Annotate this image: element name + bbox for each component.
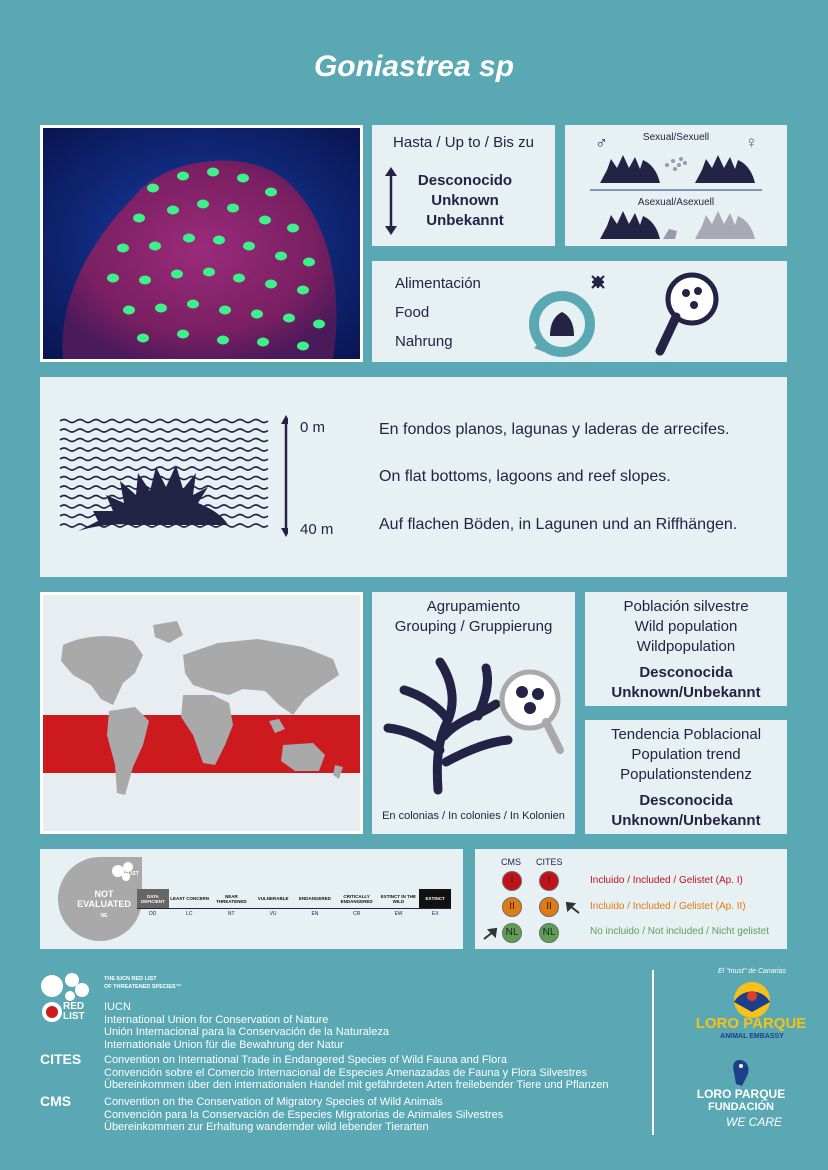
cms-line-de: Übereinkommen zur Erhaltung wandernder wild lebender Tierarten [104, 1121, 429, 1133]
food-label-en: Food [395, 304, 430, 321]
iucn-scale [137, 889, 451, 909]
parrot-icon [724, 1058, 754, 1088]
male-icon: ♂ [595, 133, 608, 152]
iucn-scale-codes [137, 909, 451, 919]
cites-status-arrow-icon [565, 901, 581, 915]
trend-label-es: Tendencia Poblacional [610, 726, 762, 743]
iucn-current-code: NE [100, 913, 108, 919]
wave-line [60, 477, 268, 480]
wave-line [60, 420, 268, 423]
iucn-code-vu: VU [269, 911, 277, 917]
habitat-text-en: On flat bottoms, lagoons and reef slopes. [379, 468, 671, 485]
cites-cms-panel [475, 849, 787, 949]
iucn-status-panel [40, 849, 463, 949]
cites-column-header: CITES [536, 857, 563, 867]
coral-polyp [251, 310, 263, 319]
cms-status-arrow-icon [482, 927, 498, 941]
wild-pop-label-de: Wildpopulation [636, 638, 736, 655]
coral-polyp [257, 338, 269, 347]
iucn-category-nt: NEAR THREATENED [211, 889, 253, 909]
cites-not-listed: NL [539, 923, 559, 943]
page-title: Goniastrea sp [313, 50, 515, 83]
habitat-text-de: Auf flachen Böden, in Lagunen und an Riffhängen. [379, 516, 738, 533]
red-list-wordmark: RED LIST [63, 1001, 85, 1022]
coral-depth-icon [58, 415, 288, 540]
loro-parque-tagline: El "must" de Canarias [718, 968, 786, 975]
wild-pop-value-en: Unknown/Unbekannt [611, 684, 761, 701]
iucn-category-vu: VULNERABLE [252, 889, 294, 909]
coral-polyp [213, 236, 225, 245]
cms-line-en: Convention on the Conservation of Migratory Species of Wild Animals [104, 1096, 443, 1108]
depth-top: 0 m [300, 419, 326, 436]
iucn-current-line2: EVALUATED [77, 899, 131, 909]
coral-polyp [297, 342, 309, 351]
cms-heading: CMS [40, 1093, 72, 1109]
coral-polyp [147, 184, 159, 193]
iucn-code-en: EN [311, 911, 319, 917]
wild-population-panel [585, 592, 787, 706]
food-label-es: Alimentación [395, 275, 481, 292]
coral-polyp [137, 334, 149, 343]
grouping-subtitle: Grouping / Gruppierung [394, 618, 553, 635]
grouping-panel [372, 592, 575, 834]
grouping-title: Agrupamiento [426, 598, 521, 615]
coral-polyp [313, 320, 325, 329]
coral-polyp [123, 306, 135, 315]
cms-not-listed: NL [502, 923, 522, 943]
coral-polyp [219, 306, 231, 315]
coral-polyp [197, 200, 209, 209]
plankton-magnifier-icon [654, 269, 724, 359]
distribution-map [40, 592, 363, 834]
size-arrow-icon [384, 167, 398, 235]
coral-polyp [133, 214, 145, 223]
habitat-text-es: En fondos planos, lagunas y laderas de arrecifes. [379, 421, 730, 438]
coral-polyp [171, 270, 183, 279]
asexual-label: Asexual/Asexuell [637, 197, 715, 208]
loro-parque-emblem [722, 978, 782, 1018]
cites-description [104, 1054, 609, 1092]
colony-icon [378, 650, 568, 795]
coral-polyp [139, 276, 151, 285]
wild-pop-label-es: Población silvestre [623, 598, 749, 615]
fundacion-name: LORO PARQUE [696, 1087, 786, 1101]
food-label-de: Nahrung [395, 333, 453, 350]
cites-line-es: Convención sobre el Comercio Internacional de Especies Amenazadas de Fauna y Flora Silvestres [104, 1066, 588, 1079]
iucn-code-dd: DD [149, 911, 157, 917]
loro-parque-subtitle: ANIMAL EMBASSY [720, 1033, 784, 1040]
coral-polyp [297, 286, 309, 295]
coral-image [43, 128, 360, 359]
iucn-category-dd: DATA DEFICIENT [137, 889, 169, 909]
coral-polyp [203, 268, 215, 277]
iucn-description [104, 1001, 389, 1051]
reproduction-panel [565, 125, 787, 246]
coral-polyp [283, 314, 295, 323]
female-icon: ♀ [745, 133, 758, 152]
iucn-current-line1: NOT [94, 889, 114, 899]
iucn-category-ew: EXTINCT IN THE WILD [377, 889, 419, 909]
coral-polyp [243, 242, 255, 251]
iucn-category-ex: EXTINCT [419, 889, 451, 909]
iucn-category-lc: LEAST CONCERN [169, 889, 211, 909]
appendix-ii-text: Incluido / Included / Gelistet (Ap. II) [590, 901, 746, 912]
cites-appendix-i: I [539, 871, 559, 891]
wave-line [60, 439, 268, 442]
iucn-line-es: Unión Internacional para la Conservación de la Naturaleza [104, 1026, 389, 1038]
coral-polyp [177, 330, 189, 339]
trend-value-en: Unknown/Unbekannt [611, 812, 761, 829]
grouping-caption: En colonias / In colonies / In Kolonien [382, 810, 565, 822]
coral-polyp [217, 336, 229, 345]
not-listed-text: No incluido / Not included / Nicht gelistet [590, 926, 769, 937]
loro-parque-fundacion-logo [686, 1058, 796, 1133]
trend-value-es: Desconocida [639, 792, 733, 809]
we-care-text: WE CARE [726, 1115, 783, 1129]
loro-parque-logo [692, 968, 812, 1048]
coral-polyp [155, 304, 167, 313]
fundacion-subtitle: FUNDACIÓN [708, 1101, 774, 1113]
coral-polyp [227, 204, 239, 213]
iucn-code-nt: NT [227, 911, 235, 917]
trend-label-en: Population trend [631, 746, 741, 763]
iucn-line-de: Internationale Union für die Bewahrung der Natur [104, 1038, 344, 1051]
coral-polyp [117, 244, 129, 253]
coral-polyp [265, 188, 277, 197]
reproduction-icons [565, 125, 787, 246]
iucn-code-ew: EW [394, 911, 403, 917]
iucn-heading: IUCN [104, 1001, 131, 1013]
cites-line-de: Übereinkommen über den internationalen Handel mit gefährdeten Arten freilebender Tiere und Pflanzen [104, 1079, 609, 1091]
coral-polyp [149, 242, 161, 251]
redlist-title-2: OF THREATENED SPECIES™ [104, 984, 182, 990]
sexual-label: Sexual/Sexuell [642, 132, 710, 143]
food-panel [372, 261, 787, 362]
cites-appendix-ii: II [539, 897, 559, 917]
cms-appendix-ii: II [502, 897, 522, 917]
size-panel [372, 125, 555, 246]
loro-parque-name: LORO PARQUE [695, 1015, 807, 1032]
cites-heading: CITES [40, 1051, 82, 1067]
coral-polyp [187, 300, 199, 309]
size-value-en: Unknown [431, 192, 499, 209]
wave-line [60, 467, 268, 470]
wild-pop-value-es: Desconocida [639, 664, 733, 681]
wave-line [60, 458, 268, 461]
iucn-category-cr: CRITICALLY ENDANGERED [336, 889, 378, 909]
appendix-i-text: Incluido / Included / Gelistet (Ap. I) [590, 875, 743, 886]
footer-divider [652, 970, 654, 1135]
iucn-category-en: ENDANGERED [294, 889, 336, 909]
population-trend-panel [585, 720, 787, 834]
red-list-mini-logo: RED LIST [116, 871, 139, 877]
coral-polyp [167, 206, 179, 215]
depth-bottom: 40 m [300, 521, 334, 538]
coral-polyp [287, 224, 299, 233]
coral-photo [40, 125, 363, 362]
size-value-de: Unbekannt [426, 212, 504, 229]
coral-polyp [183, 234, 195, 243]
coral-polyp [207, 168, 219, 177]
habitat-panel [40, 377, 787, 577]
coral-polyp [233, 274, 245, 283]
coral-polyp [237, 174, 249, 183]
world-map [43, 595, 360, 831]
coral-polyp [303, 258, 315, 267]
cms-description [104, 1096, 503, 1134]
coral-polyp [265, 280, 277, 289]
cms-column-header: CMS [501, 857, 521, 867]
trend-label-de: Populationstendenz [620, 766, 752, 783]
iucn-code-lc: LC [186, 911, 193, 917]
wave-line [60, 429, 268, 432]
wave-line [60, 448, 268, 451]
coral-polyp [177, 172, 189, 181]
iucn-code-ex: EX [431, 911, 439, 917]
iucn-line-en: International Union for Conservation of Nature [104, 1013, 329, 1026]
photosynthesis-icon [522, 264, 612, 359]
cites-line-en: Convention on International Trade in Endangered Species of Wild Fauna and Flora [104, 1054, 507, 1066]
size-label: Hasta / Up to / Bis zu [393, 134, 534, 151]
cms-line-es: Convención para la Conservación de Especies Migratorias de Animales Silvestres [104, 1108, 504, 1121]
coral-polyp [275, 252, 287, 261]
size-value-es: Desconocido [417, 172, 513, 189]
coral-polyp [107, 274, 119, 283]
cms-appendix-i: I [502, 871, 522, 891]
wild-pop-label-en: Wild population [634, 618, 738, 635]
redlist-title-1: THE IUCN RED LIST [104, 976, 157, 982]
coral-polyp [259, 216, 271, 225]
iucn-code-cr: CR [353, 911, 361, 917]
